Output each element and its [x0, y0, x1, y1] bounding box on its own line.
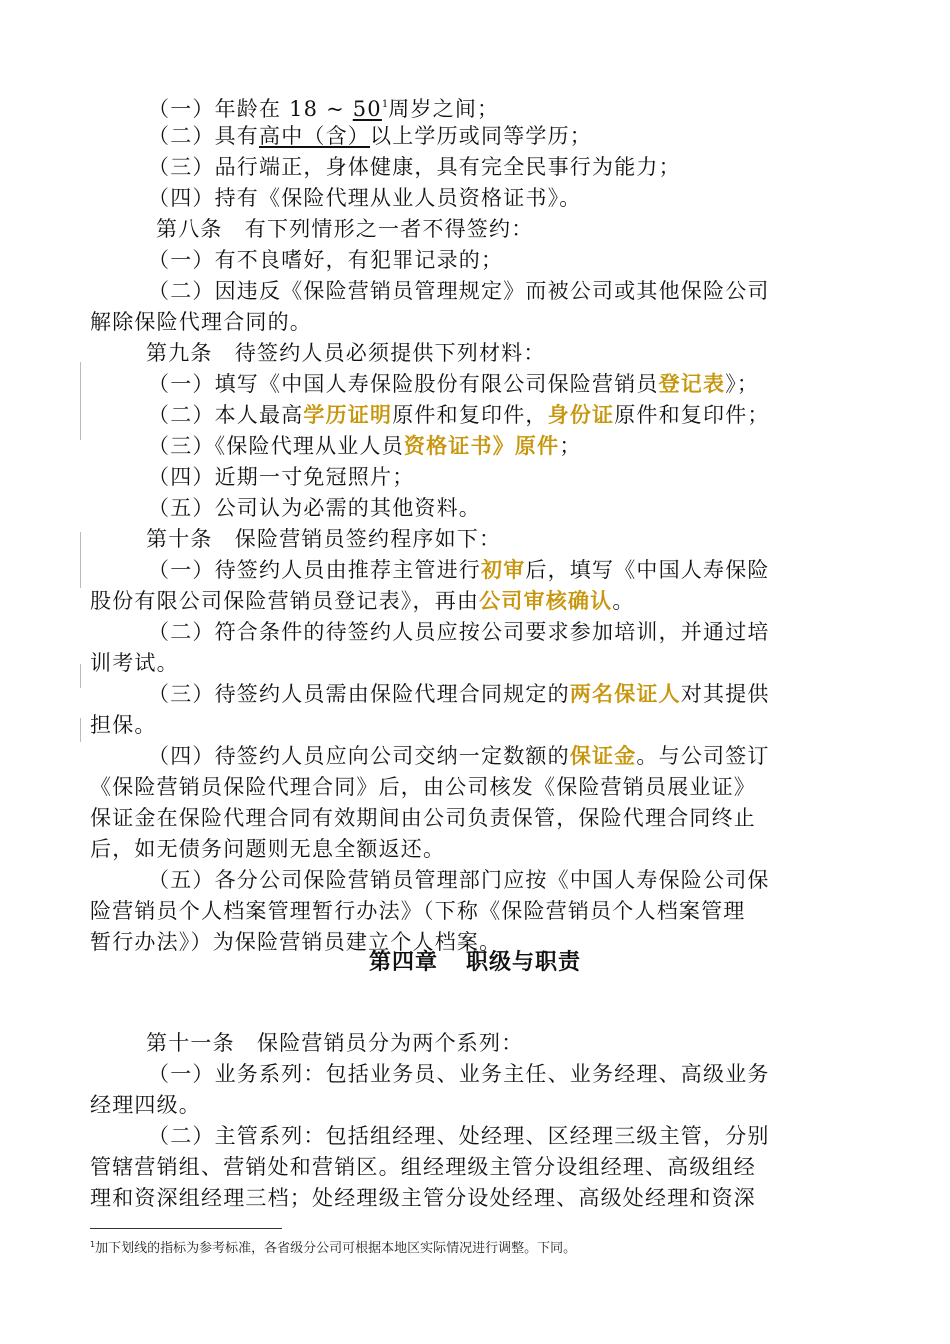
text-line: （二）主管系列：包括组经理、处经理、区经理三级主管，分别: [148, 1124, 770, 1148]
text-span: 周岁之间；: [388, 97, 500, 121]
text-line: 担保。: [90, 713, 157, 737]
highlighted-term: 公司审核确认: [479, 589, 613, 613]
footnote-marker: 1: [90, 1240, 96, 1249]
text-span: （三）《保险代理从业人员: [148, 434, 404, 458]
text-line: [0, 555, 950, 585]
text-line: （三）品行端正，身体健康，具有完全民事行为能力；: [148, 155, 681, 179]
highlighted-term: 两名保证人: [569, 682, 681, 706]
article-heading: 第九条 待签约人员必须提供下列材料：: [146, 341, 546, 365]
text-line: 暂行办法》）为保险营销员建立个人档案。: [90, 930, 502, 954]
text-line: 经理四级。: [90, 1093, 201, 1117]
footnote-text: 加下划线的指标为参考标准，各省级分公司可根据本地区实际情况进行调整。下同。: [95, 1241, 577, 1256]
text-line: [0, 400, 950, 430]
text-line: 险营销员个人档案管理暂行办法》（下称《保险营销员个人档案管理: [90, 899, 746, 923]
text-line: （二）符合条件的待签约人员应按公司要求参加培训，并通过培: [148, 620, 770, 644]
text-span: 后，填写《中国人寿保险: [525, 558, 770, 582]
text-span: （一）填写《中国人寿保险股份有限公司保险营销员: [148, 372, 659, 396]
article-heading: 第八条 有下列情形之一者不得签约：: [156, 217, 534, 241]
revision-mark: [80, 718, 81, 742]
text-line: [0, 741, 950, 771]
highlighted-term: 资格证书》原件: [403, 434, 560, 458]
highlighted-term: 初审: [481, 558, 526, 582]
footnote-ref[interactable]: 1: [381, 99, 389, 110]
highlighted-term: 学历证明: [303, 403, 393, 427]
text-line: 解除保险代理合同的。: [90, 310, 312, 334]
text-line: [0, 90, 950, 124]
text-line: （五）各分公司保险营销员管理部门应按《中国人寿保险公司保: [148, 868, 770, 892]
text-line: （一）有不良嗜好，有犯罪记录的；: [148, 248, 504, 272]
highlighted-term: 保证金: [569, 744, 637, 768]
text-span: 对其提供: [680, 682, 770, 706]
footnote: [90, 1236, 576, 1258]
footnote-separator: [90, 1228, 282, 1229]
text-line: 理和资深组经理三档；处经理级主管分设处经理、高级处经理和资深: [90, 1186, 756, 1210]
text-span: （四）待签约人员应向公司交纳一定数额的: [148, 744, 570, 768]
text-line: [0, 431, 950, 461]
chapter-heading: [0, 948, 950, 978]
article-heading: 第十一条 保险营销员分为两个系列：: [146, 1031, 524, 1055]
text-line: [0, 121, 950, 151]
text-span: （一）待签约人员由推荐主管进行: [148, 558, 481, 582]
chapter-number: 第四章: [368, 950, 438, 975]
chapter-title: 职级与职责: [466, 950, 582, 975]
text-line: 训考试。: [90, 651, 179, 675]
text-line: 《保险营销员保险代理合同》后，由公司核发《保险营销员展业证》: [90, 775, 756, 799]
text-span: （一）年龄在 18 ~: [148, 97, 353, 121]
text-line: （一）业务系列：包括业务员、业务主任、业务经理、高级业务: [148, 1062, 770, 1086]
text-line: 管辖营销组、营销处和营销区。组经理级主管分设组经理、高级组经: [90, 1155, 756, 1179]
text-span: 原件和复印件，: [392, 403, 548, 427]
article-heading: 第十条 保险营销员签约程序如下：: [146, 527, 502, 551]
text-line: （四）近期一寸免冠照片；: [148, 465, 415, 489]
text-span: 以上学历或同等学历；: [370, 124, 592, 148]
text-span: （二）本人最高: [148, 403, 304, 427]
text-span: 股份有限公司保险营销员登记表》，再由: [90, 589, 480, 613]
text-line: [0, 679, 950, 709]
text-line: 后，如无债务问题则无息全额返还。: [90, 837, 446, 861]
text-span: 。与公司签订: [636, 744, 770, 768]
text-line: 保证金在保险代理合同有效期间由公司负责保管，保险代理合同终止: [90, 806, 756, 830]
text-span: 原件和复印件；: [614, 403, 770, 427]
text-line: （二）因违反《保险营销员管理规定》而被公司或其他保险公司: [148, 279, 770, 303]
text-span: （三）待签约人员需由保险代理合同规定的: [148, 682, 570, 706]
text-line: [0, 586, 950, 616]
highlighted-term: 身份证: [547, 403, 615, 427]
text-line: [0, 369, 950, 399]
text-span: （二）具有: [148, 124, 259, 148]
underlined-value: 50: [352, 97, 382, 121]
underlined-value: 高中（含）: [259, 124, 370, 148]
text-span: 》；: [725, 372, 760, 396]
text-span: 。: [612, 589, 635, 613]
text-line: （五）公司认为必需的其他资料。: [148, 496, 481, 520]
text-span: ；: [559, 434, 582, 458]
text-line: （四）持有《保险代理从业人员资格证书》。: [148, 186, 582, 210]
highlighted-term: 登记表: [658, 372, 726, 396]
